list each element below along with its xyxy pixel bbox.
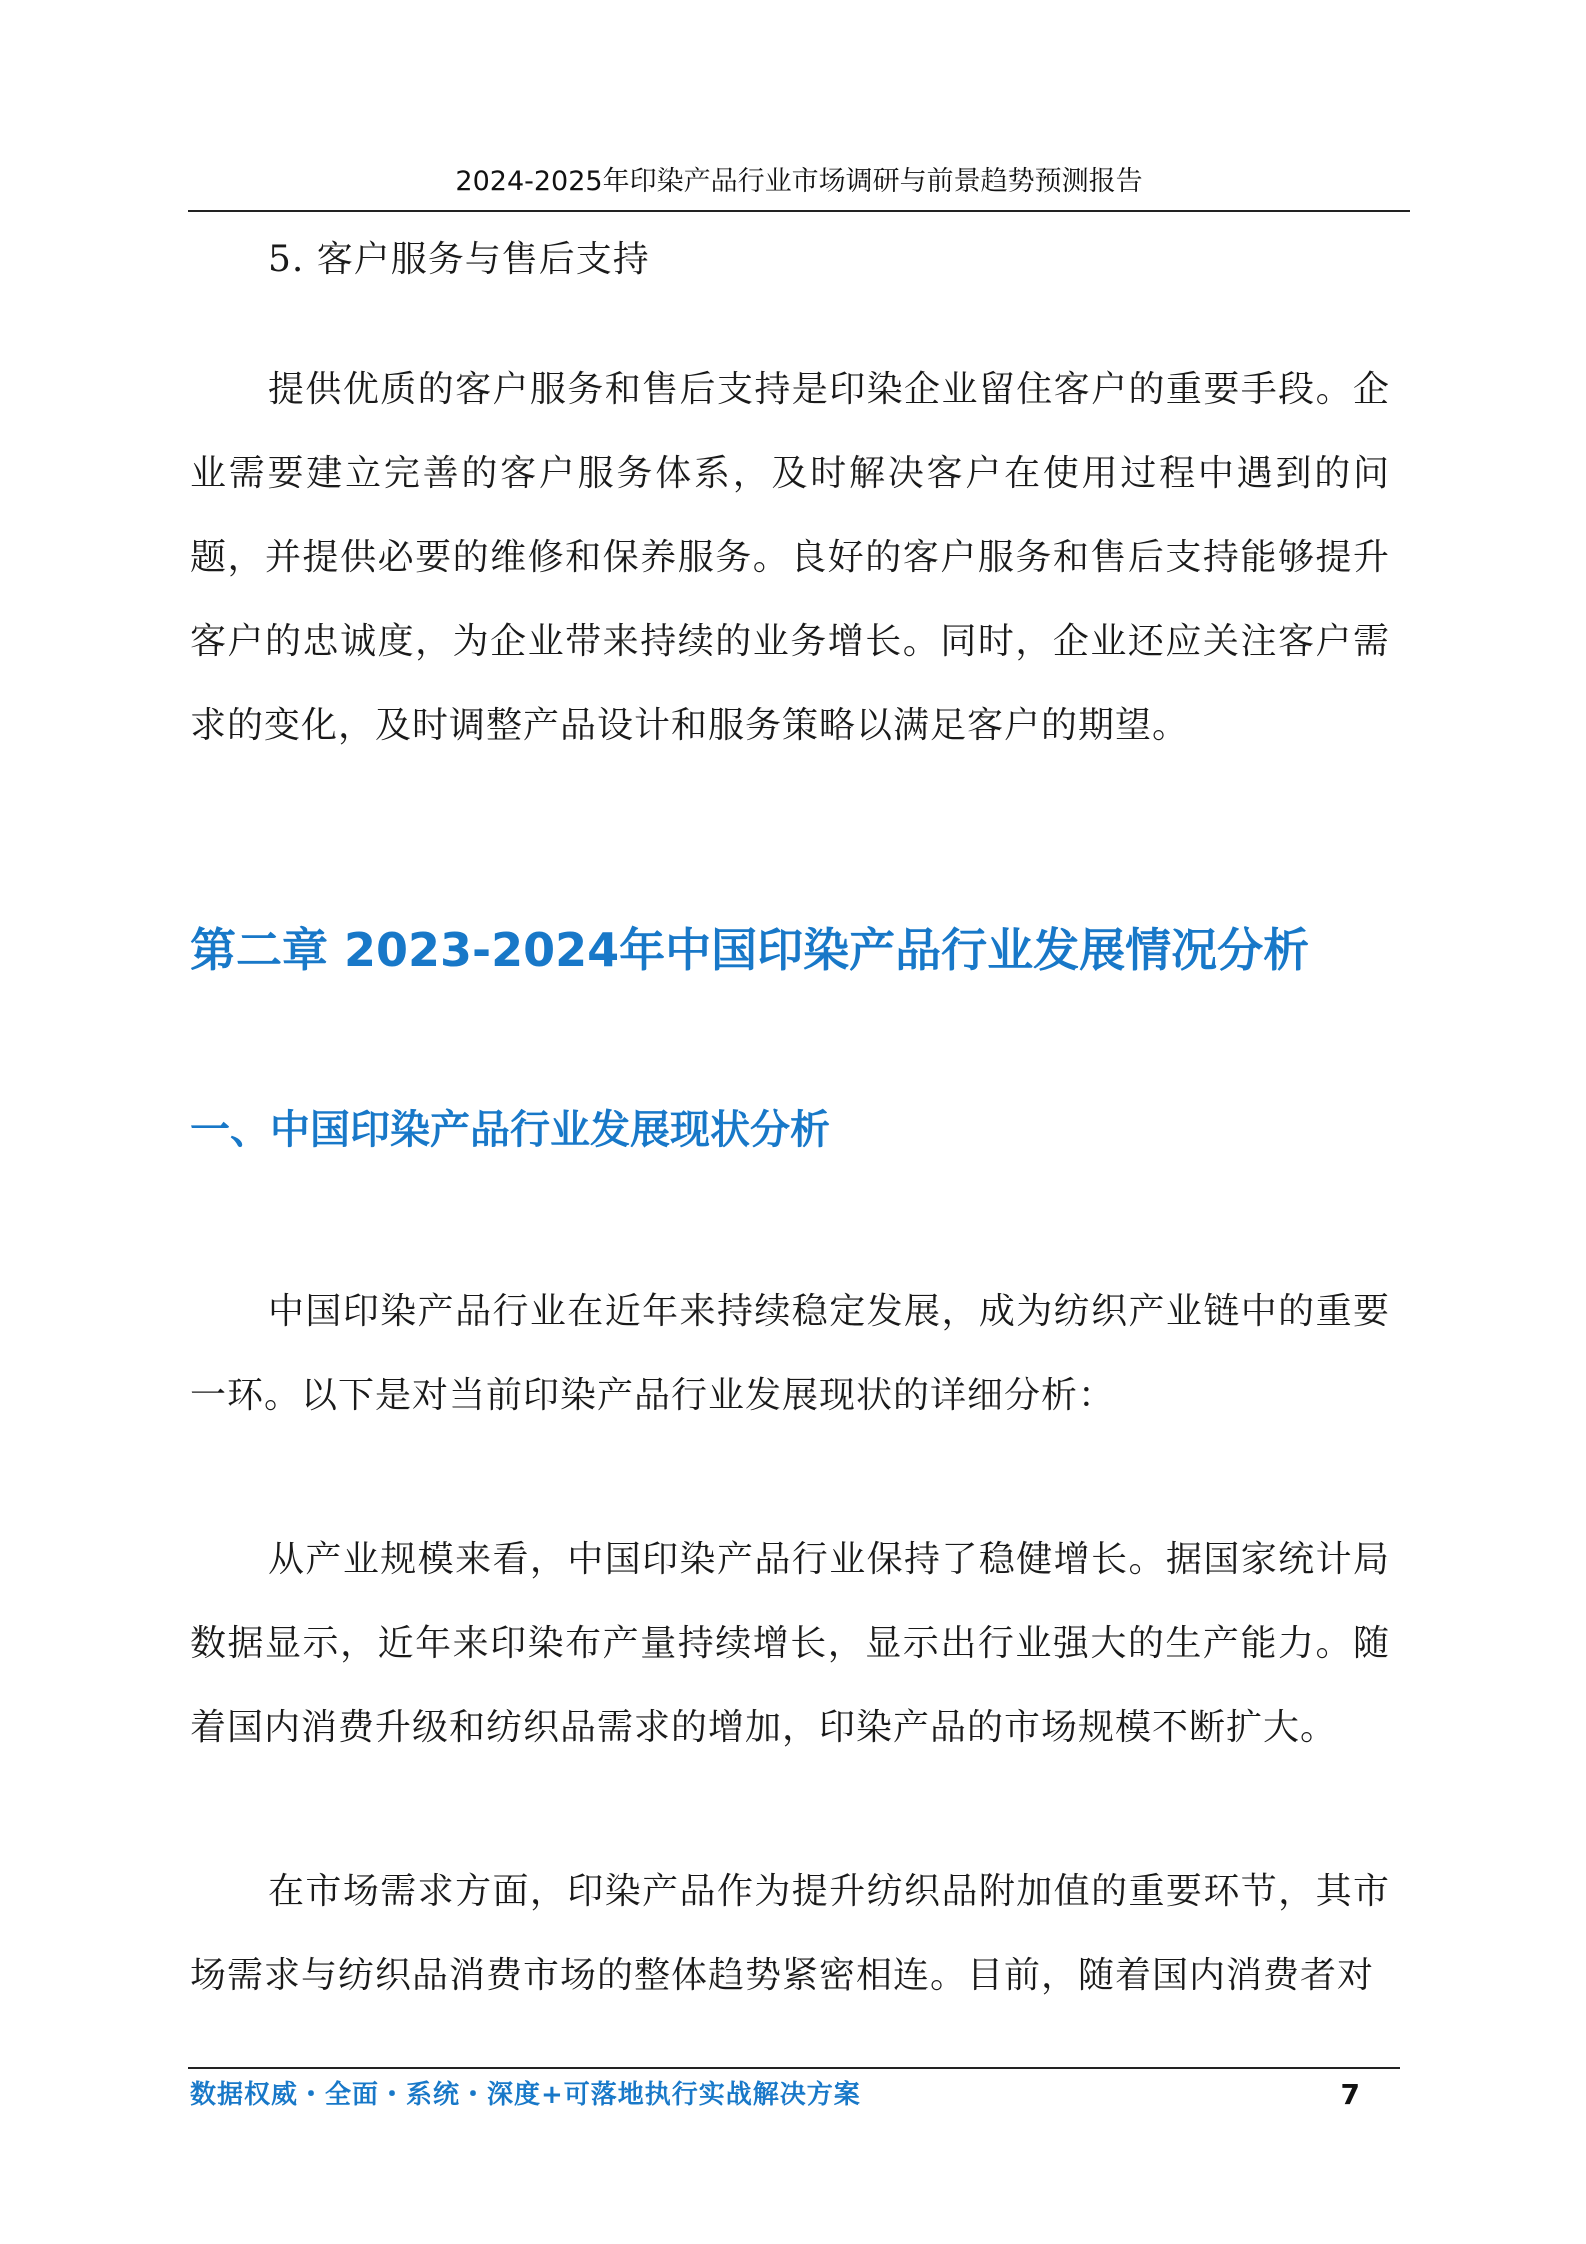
report-title: 2024-2025年印染产品行业市场调研与前景趋势预测报告 [455, 166, 1143, 197]
paragraph-market-demand: 在市场需求方面，印染产品作为提升纺织品附加值的重要环节，其市场需求与纺织品消费市场的整体趋势紧密相连。目前，随着国内消费者对 [190, 1871, 1390, 1996]
section-heading: 一、中国印染产品行业发展现状分析 [190, 1107, 830, 1153]
page-footer [188, 2067, 1400, 2129]
paragraph-intro: 中国印染产品行业在近年来持续稳定发展，成为纺织产业链中的重要一环。以下是对当前印染产品行业发展现状的详细分析： [190, 1291, 1390, 1416]
footer-slogan: 数据权威・全面・系统・深度+可落地执行实战解决方案 [190, 2080, 861, 2110]
page-body [190, 222, 1390, 2018]
subsection-heading: 5. 客户服务与售后支持 [268, 239, 650, 280]
page-header [188, 160, 1410, 212]
chapter-heading: 第二章 2023-2024年中国印染产品行业发展情况分析 [190, 923, 1310, 977]
paragraph-industry-scale: 从产业规模来看，中国印染产品行业保持了稳健增长。据国家统计局数据显示，近年来印染布产量持续增长，显示出行业强大的生产能力。随着国内消费升级和纺织品需求的增加，印染产品的市场规模不断扩大。 [190, 1539, 1390, 1748]
page-number: 7 [1340, 2078, 1360, 2111]
paragraph-customer-service: 提供优质的客户服务和售后支持是印染企业留住客户的重要手段。企业需要建立完善的客户服务体系，及时解决客户在使用过程中遇到的问题，并提供必要的维修和保养服务。良好的客户服务和售后支持能够提升客户的忠诚度，为企业带来持续的业务增长。同时，企业还应关注客户需求的变化，及时调整产品设计和服务策略以满足客户的期望。 [190, 369, 1390, 746]
